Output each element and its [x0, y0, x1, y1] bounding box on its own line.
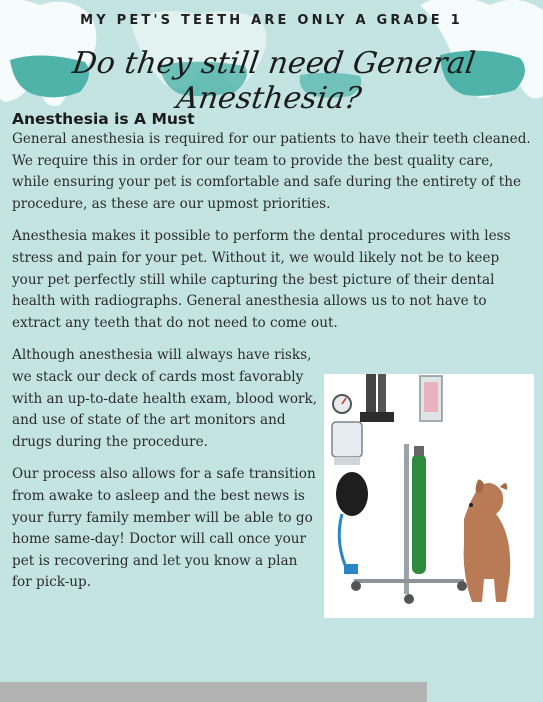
article-paragraph: Our process also allows for a safe transition from awake to asleep and the best news is your furry family member will be able to go home same-day! Doctor will call once your pet is recovering and let you know a plan for pick-up.	[12, 466, 316, 591]
header	[0, 0, 543, 116]
header-kicker: MY PET'S TEETH ARE ONLY A GRADE 1	[80, 13, 463, 28]
photo-illustration	[324, 374, 534, 618]
anesthesia-machine-puppy-photo	[324, 374, 534, 618]
header-title: Do they still need General Anesthesia?	[70, 46, 478, 116]
footer-bar	[0, 682, 427, 702]
article-paragraph: Anesthesia makes it possible to perform the dental procedures with less stress and pain for your pet. Without it, we would likely not be to keep your pet perfectly still while capturing the best picture of their dental health with radiographs. General anesthesia allows us to not have to extract any teeth that do not need to come out.	[12, 228, 511, 331]
article-heading: Anesthesia is A Must	[12, 110, 195, 128]
article-paragraph: Although anesthesia will always have risks, we stack our deck of cards most favorably with an up-to-date health exam, blood work, and use of state of the art monitors and drugs during the procedure.	[12, 347, 318, 450]
article-paragraph: General anesthesia is required for our patients to have their teeth cleaned. We require this in order for our team to provide the best quality care, while ensuring your pet is comfortable and safe during the entirety of the procedure, as these are our upmost priorities.	[12, 131, 531, 212]
